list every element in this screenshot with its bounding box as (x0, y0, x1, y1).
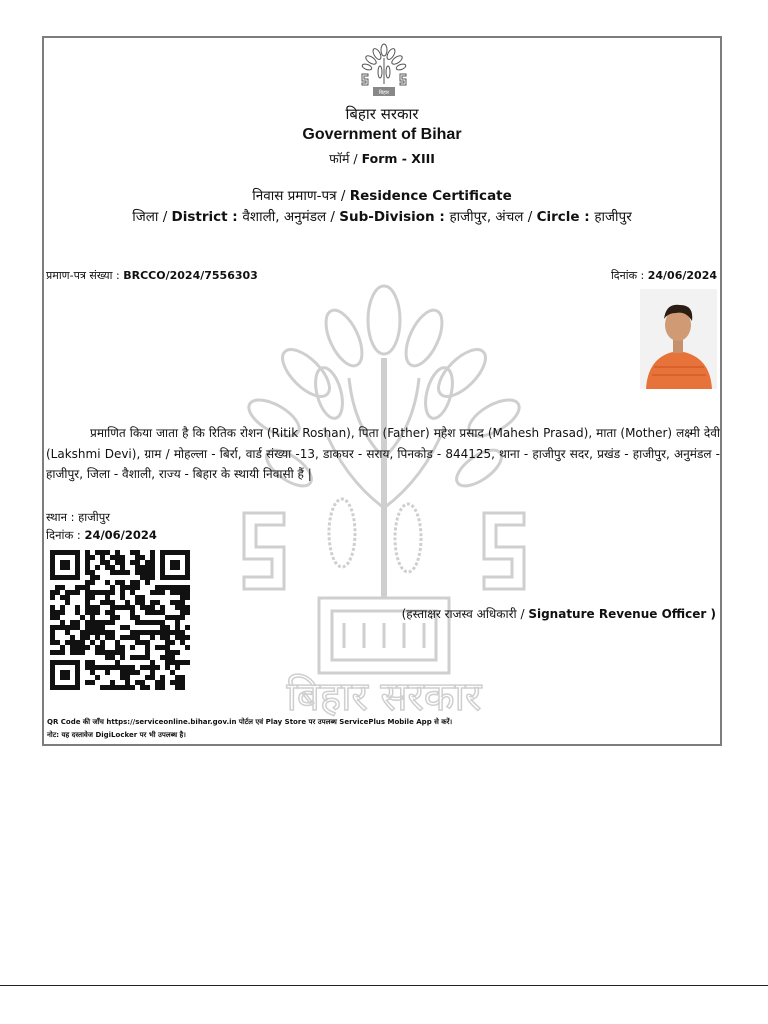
issue-date-value: 24/06/2024 (84, 528, 157, 542)
qr-code-icon (50, 550, 190, 690)
form-hindi: फॉर्म / (329, 151, 362, 166)
issue-place (46, 510, 110, 525)
certificate-number (46, 268, 258, 283)
signature-hindi: (हस्ताक्षर राजस्व अधिकारी / (401, 607, 529, 621)
certificate-date-value: 24/06/2024 (647, 269, 717, 282)
subdivision-value: हाजीपुर, अंचल / (449, 209, 537, 225)
signature-line (402, 605, 716, 622)
certificate-body-text: प्रमाणित किया जाता है कि रितिक रोशन (Ritik Roshan), पिता (Father) महेश प्रसाद (Mahesh Prasad), माता (Mother) लक्ष्मी देवी (Lakshmi Devi), ग्राम / मोहल्ला - बिर्रा, वार्ड संख्या -13, डाकघर - सराय, पिनकोड - 844125, थाना - हाजीपुर सदर, प्रखंड - हाजीपुर, अनुमंडल - हाजीपुर, जिला - वैशाली, राज्य - बिहार के स्थायी निवासी हैं | (46, 426, 720, 481)
issue-date (46, 528, 157, 543)
watermark-text: बिहार सरकार (286, 674, 482, 720)
form-english: Form - XIII (361, 151, 435, 166)
issue-place-value: हाजीपुर (78, 510, 110, 524)
circle-label: Circle : (536, 209, 595, 225)
district-value: वैशाली, अनुमंडल / (242, 209, 340, 225)
cert-type-english: Residence Certificate (349, 188, 512, 204)
form-number (44, 150, 720, 167)
circle-value: हाजीपुर (594, 209, 632, 225)
district-prefix: जिला / (132, 209, 172, 225)
page-bottom-divider (0, 985, 768, 986)
district-line (44, 207, 720, 225)
issue-place-label: स्थान : (46, 510, 79, 524)
hindi-title: बिहार सरकार (345, 105, 419, 123)
subdivision-label: Sub-Division : (339, 209, 450, 225)
applicant-photo (640, 289, 717, 389)
certificate-date (611, 268, 717, 283)
footer-qr-note: QR Code की जाँच https://serviceonline.bihar.gov.in पोर्टल एवं Play Store पर उपलब्ध ServicePlus Mobile App से करें। (47, 718, 453, 726)
residence-certificate (42, 36, 722, 746)
certificate-type (44, 186, 720, 204)
certificate-number-label: प्रमाण-पत्र संख्या : (46, 269, 124, 282)
issue-date-label: दिनांक : (46, 528, 85, 542)
footer-digilocker-note: नोट: यह दस्तावेज DigiLocker पर भी उपलब्ध है। (47, 731, 186, 739)
certificate-date-label: दिनांक : (610, 269, 648, 282)
signature-english: Signature Revenue Officer ) (528, 607, 716, 621)
cert-type-hindi: निवास प्रमाण-पत्र / (252, 188, 350, 204)
bihar-state-emblem-icon (354, 40, 414, 98)
certificate-number-value: BRCCO/2024/7556303 (123, 269, 258, 282)
english-title: Government of Bihar (302, 126, 462, 143)
emblem-caption: बिहार (378, 90, 390, 96)
district-label: District : (171, 209, 243, 225)
